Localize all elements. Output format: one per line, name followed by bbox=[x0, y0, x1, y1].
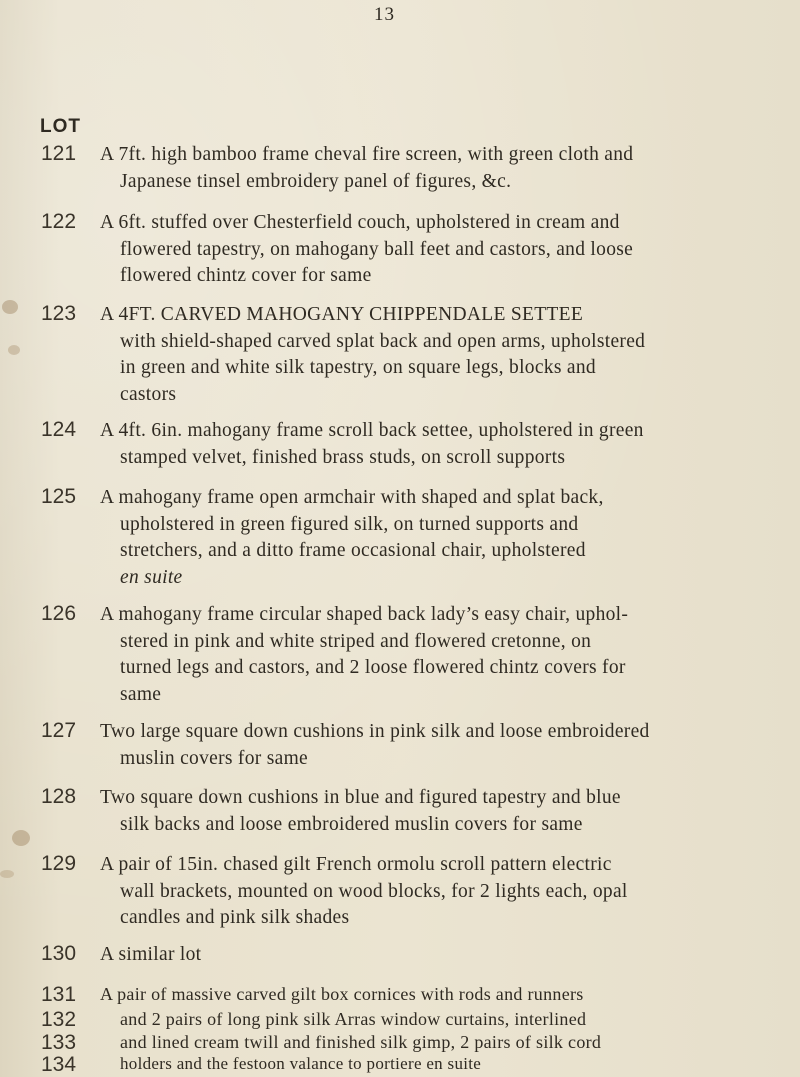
description-line: A pair of massive carved gilt box cornices with rods and runners bbox=[100, 984, 584, 1004]
description-line: and lined cream twill and finished silk gimp, 2 pairs of silk cord bbox=[120, 1032, 602, 1052]
lot-description bbox=[100, 418, 790, 471]
description-line: and 2 pairs of long pink silk Arras window curtains, interlined bbox=[120, 1009, 587, 1029]
description-line: same bbox=[120, 683, 162, 705]
description-line: stamped velvet, finished brass studs, on scroll supports bbox=[120, 446, 566, 468]
description-line: stered in pink and white striped and flowered cretonne, on bbox=[120, 630, 592, 652]
lot-number: 132 bbox=[41, 1008, 77, 1031]
description-line: upholstered in green figured silk, on turned supports and bbox=[120, 513, 579, 535]
lot-description bbox=[100, 302, 790, 408]
description-line: A similar lot bbox=[100, 944, 202, 965]
description-line: A 4FT. CARVED MAHOGANY CHIPPENDALE SETTEE bbox=[100, 304, 584, 325]
lot-description bbox=[100, 602, 790, 708]
description-line: A 6ft. stuffed over Chesterfield couch, upholstered in cream and bbox=[100, 212, 620, 233]
description-line: castors bbox=[120, 383, 177, 405]
description-line: holders and the festoon valance to portiere en suite bbox=[120, 1054, 482, 1073]
lot-description bbox=[100, 852, 790, 932]
description-line: in green and white silk tapestry, on square legs, blocks and bbox=[120, 357, 596, 378]
lot-description bbox=[100, 1008, 790, 1030]
lot-number: 133 bbox=[41, 1031, 77, 1054]
description-line: A 4ft. 6in. mahogany frame scroll back settee, upholstered in green bbox=[100, 420, 644, 441]
description-line: with shield-shaped carved splat back and open arms, upholstered bbox=[120, 330, 646, 352]
lot-description bbox=[100, 942, 790, 969]
description-line: Two square down cushions in blue and figured tapestry and blue bbox=[100, 787, 621, 808]
description-line: A mahogany frame circular shaped back lady’s easy chair, uphol- bbox=[100, 604, 629, 625]
description-line: silk backs and loose embroidered muslin covers for same bbox=[120, 813, 583, 835]
lot-number: 123 bbox=[41, 302, 77, 325]
lot-description bbox=[100, 210, 790, 290]
lot-number: 124 bbox=[41, 418, 77, 441]
lot-number: 131 bbox=[41, 983, 77, 1006]
lot-description bbox=[100, 785, 790, 838]
lot-number: 122 bbox=[41, 210, 77, 233]
lot-number: 126 bbox=[41, 602, 77, 625]
lot-number: 130 bbox=[41, 942, 77, 965]
lot-description bbox=[100, 1053, 790, 1074]
lot-number: 129 bbox=[41, 852, 77, 875]
lot-description bbox=[100, 142, 790, 195]
lot-column-header: LOT bbox=[40, 116, 81, 137]
page-number: 13 bbox=[374, 4, 395, 25]
description-italic: en suite bbox=[120, 566, 183, 588]
description-line: Japanese tinsel embroidery panel of figures, &c. bbox=[120, 170, 512, 192]
lot-description bbox=[100, 485, 790, 591]
lot-number: 121 bbox=[41, 142, 77, 165]
description-line: muslin covers for same bbox=[120, 747, 309, 769]
description-line: flowered tapestry, on mahogany ball feet and castors, and loose bbox=[120, 238, 634, 260]
lot-number: 125 bbox=[41, 485, 77, 508]
description-line: A 7ft. high bamboo frame cheval fire screen, with green cloth and bbox=[100, 144, 634, 165]
lot-number: 128 bbox=[41, 785, 77, 808]
description-line: A mahogany frame open armchair with shaped and splat back, bbox=[100, 487, 604, 508]
description-line: flowered chintz cover for same bbox=[120, 265, 372, 286]
description-line bbox=[100, 565, 790, 592]
lot-description bbox=[100, 1031, 790, 1053]
lot-number: 127 bbox=[41, 719, 77, 742]
description-line: Two large square down cushions in pink silk and loose embroidered bbox=[100, 721, 650, 742]
description-line: candles and pink silk shades bbox=[120, 907, 350, 928]
lot-number: 134 bbox=[41, 1053, 77, 1076]
description-line: turned legs and castors, and 2 loose flowered chintz covers for bbox=[120, 657, 626, 678]
description-line: stretchers, and a ditto frame occasional chair, upholstered bbox=[120, 540, 586, 561]
description-line: wall brackets, mounted on wood blocks, for 2 lights each, opal bbox=[120, 880, 628, 902]
lot-description bbox=[100, 719, 790, 772]
description-line: A pair of 15in. chased gilt French ormolu scroll pattern electric bbox=[100, 854, 612, 875]
lot-description bbox=[100, 983, 790, 1005]
